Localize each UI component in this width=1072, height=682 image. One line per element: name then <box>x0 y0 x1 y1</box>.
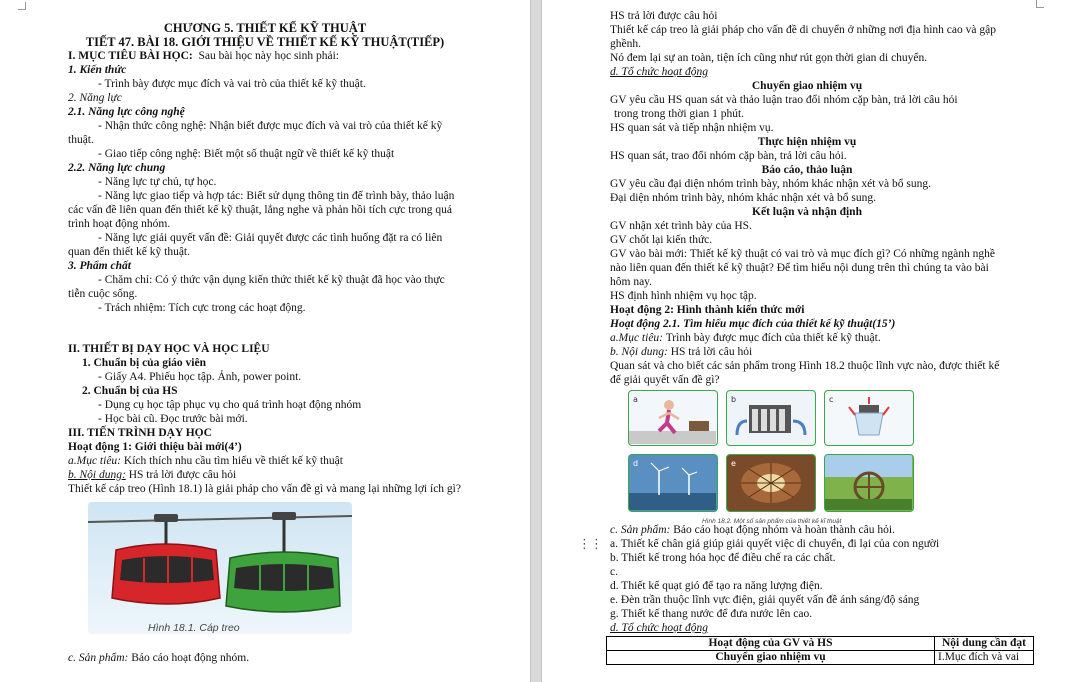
tile-water-wheel <box>824 454 914 512</box>
svg-text:c: c <box>829 395 834 404</box>
process-heading: III. TIẾN TRÌNH DẠY HỌC <box>68 427 212 439</box>
table-header-content: Nội dung cần đạt <box>935 637 1034 651</box>
student-prep-item-1: - Dụng cụ học tập phục vụ cho quá trình hoạt động nhóm <box>98 399 362 411</box>
activity-2-heading: Hoạt động 2: Hình thành kiến thức mới <box>610 304 805 316</box>
cable-car-figure <box>88 502 352 634</box>
activity-2-1-heading: Hoạt động 2.1. Tìm hiểu mục đích của thiết kế kỹ thuật(15’) <box>610 318 896 330</box>
report-line-1: GV yêu cầu đại diện nhóm trình bày, nhóm khác nhận xét và bổ sung. <box>610 178 931 190</box>
tech-competence-b: - Giao tiếp công nghệ: Biết một số thuật ngữ về thiết kế kỹ thuật <box>98 148 395 160</box>
tech-competence-a: - Nhận thức công nghệ: Nhận biết được mục đích và vai trò của thiết kế kỹ <box>98 120 443 132</box>
chapter-title: CHƯƠNG 5. THIẾT KẾ KỸ THUẬT <box>163 21 367 35</box>
activity-2-content: b. Nội dung: HS trả lời câu hỏi <box>610 346 753 358</box>
general-competence-b: - Năng lực giao tiếp và hợp tác: Biết sử dụng thông tin để trình bày, thảo luận <box>98 190 455 202</box>
quality-responsibility: - Trách nhiệm: Tích cực trong các hoạt động. <box>98 302 306 314</box>
activity-1-product: c. Sản phẩm: Báo cáo hoạt động nhóm. <box>68 652 250 664</box>
answer-d: d. Thiết kế quạt gió để tạo ra năng lượng điện. <box>610 580 823 592</box>
figure-18-1-caption: Hình 18.1. Cáp treo <box>148 622 240 634</box>
cable-car-illustration <box>88 502 352 634</box>
activity-1-content: b. Nội dung: HS trả lời được câu hỏi <box>68 469 237 481</box>
answer-g: g. Thiết kế thang nước để đưa nước lên cao. <box>610 608 813 620</box>
document-page-left <box>0 0 530 682</box>
transfer-line-2: trong trong thời gian 1 phút. <box>614 108 745 120</box>
knowledge-heading: 1. Kiến thức <box>68 64 127 76</box>
answer-line-1: HS trả lời được câu hỏi <box>610 10 718 22</box>
competence-heading: 2. Năng lực <box>68 92 122 104</box>
activity-1-heading: Hoạt động 1: Giới thiệu bài mới(4’) <box>68 441 242 453</box>
organize-heading: d. Tổ chức hoạt động <box>610 66 708 78</box>
student-prep-item-2: - Học bài cũ. Đọc trước bài mới. <box>98 413 248 425</box>
svg-text:b: b <box>731 395 737 404</box>
quality-diligence-cont: tiễn cuộc sống. <box>68 288 138 300</box>
activity-2-goal: a.Mục tiêu: Trình bày được mục đích của thiết kế kỹ thuật. <box>610 332 881 344</box>
quality-diligence: - Chăm chỉ: Có ý thức vận dụng kiến thức thiết kế kỹ thuật đã học vào thực <box>98 274 445 286</box>
activity-1-question: Thiết kế cáp treo (Hình 18.1) là giải pháp cho vấn đề gì và mang lại những lợi ích gì? <box>68 483 461 495</box>
activity-2-question-1: Quan sát và cho biết các sản phẩm trong Hình 18.2 thuộc lĩnh vực nào, được thiết kế <box>610 360 1000 372</box>
conclusion-line-4: nào liên quan đến thiết kế kỹ thuật? Để tìm hiểu nội dung trên thì chúng ta vào bài <box>610 262 989 274</box>
drag-handle-icon[interactable]: ⋮⋮ <box>578 537 602 552</box>
answer-b: b. Thiết kế trong hóa học để điều chế ra các chất. <box>610 552 836 564</box>
conclusion-line-6: HS định hình nhiệm vụ học tập. <box>610 290 757 302</box>
qualities-heading: 3. Phẩm chất <box>68 260 131 272</box>
svg-text:d: d <box>633 459 639 468</box>
objectives-heading-line: I. MỤC TIÊU BÀI HỌC: Sau bài học này học sinh phải: <box>68 50 339 62</box>
general-competence-c-cont: quan đến thiết kế kỹ thuật. <box>68 246 190 258</box>
activity-table <box>606 636 1034 665</box>
knowledge-item: - Trình bày được mục đích và vai trò của thiết kế kỹ thuật. <box>98 78 366 90</box>
conclusion-line-5: hôm nay. <box>610 276 653 288</box>
activity-2-question-2: để giải quyết vấn đề gì? <box>610 374 720 386</box>
products-figure-grid <box>628 390 914 512</box>
conclusion-heading: Kết luận và nhận định <box>752 206 862 218</box>
page-gap <box>530 0 542 682</box>
do-task-line: HS quan sát, trao đổi nhóm cặp bàn, trả lời câu hỏi. <box>610 150 847 162</box>
transfer-line-3: HS quan sát và tiếp nhận nhiệm vụ. <box>610 122 774 134</box>
tile-dome-ceiling <box>726 454 816 512</box>
table-header-gv-hs: Hoạt động của GV và HS <box>607 637 935 651</box>
general-competence-c: - Năng lực giải quyết vấn đề: Giải quyết được các tình huống đặt ra có liên <box>98 232 443 244</box>
report-heading: Báo cáo, thảo luận <box>761 164 853 176</box>
tile-ceiling-lamp <box>824 390 914 446</box>
tile-chemistry-apparatus <box>726 390 816 446</box>
transfer-line-1: GV yêu cầu HS quan sát và thảo luận trao đổi nhóm cặp bàn, trả lời câu hỏi <box>610 94 958 106</box>
answer-line-3: ghềnh. <box>610 38 641 50</box>
table-row <box>607 651 1034 665</box>
table-cell-transfer: Chuyển giao nhiệm vụ <box>607 651 935 665</box>
conclusion-line-3: GV vào bài mới: Thiết kế kỹ thuật có vai trò và mục đích gì? Có những ngành nghề <box>610 248 995 260</box>
general-competence-b-cont: các vấn đề liên quan đến thiết kế kỹ thuật, lắng nghe và phản hồi tích cực trong quá <box>68 204 453 216</box>
answer-line-4: Nó đem lại sự an toàn, tiện ích cũng như rút gọn thời gian di chuyển. <box>610 52 928 64</box>
page-corner-mark <box>1036 0 1044 8</box>
conclusion-line-2: GV chốt lại kiến thức. <box>610 234 713 246</box>
table-header-row <box>607 637 1034 651</box>
teacher-prep-heading: 1. Chuẩn bị của giáo viên <box>82 357 206 369</box>
activity-1-goal: a.Mục tiêu: Kích thích nhu cầu tìm hiểu về thiết kế kỹ thuật <box>68 455 343 467</box>
teacher-prep-item: - Giấy A4. Phiếu học tập. Ảnh, power point. <box>98 371 302 383</box>
tile-label: a <box>633 395 638 404</box>
tech-competence-heading: 2.1. Năng lực công nghệ <box>68 106 185 118</box>
answer-a: a. Thiết kế chân giả giúp giải quyết việc di chuyển, đi lại của con người <box>610 538 940 550</box>
figure-18-2-caption: Hình 18.2. Một số sản phẩm của thiết kế kĩ thuật <box>702 518 842 525</box>
organize-heading-2: d. Tổ chức hoạt động <box>610 622 708 634</box>
answer-line-2: Thiết kế cáp treo là giải pháp cho vấn đề di chuyển ở những nơi địa hình cao và gập <box>610 24 996 36</box>
transfer-task-heading: Chuyển giao nhiệm vụ <box>751 80 863 92</box>
tile-prosthetic-leg <box>628 390 718 446</box>
answer-c: c. <box>610 566 618 578</box>
answer-e: e. Đèn trần thuộc lĩnh vực điện, giải quyết vấn đề ánh sáng/độ sáng <box>610 594 920 606</box>
table-cell-purpose: I.Mục đích và vai <box>935 651 1034 665</box>
general-competence-heading: 2.2. Năng lực chung <box>68 162 166 174</box>
svg-text:e: e <box>731 459 736 468</box>
tile-wind-turbines <box>628 454 718 512</box>
equipment-heading: II. THIẾT BỊ DẠY HỌC VÀ HỌC LIỆU <box>68 343 270 355</box>
page-corner-mark <box>18 2 26 10</box>
report-line-2: Đại diện nhóm trình bày, nhóm khác nhận xét và bổ sung. <box>610 192 876 204</box>
tech-competence-a-cont: thuật. <box>68 134 94 146</box>
activity-2-product: c. Sản phẩm: Báo cáo hoạt động nhóm và hoàn thành câu hỏi. <box>610 524 895 536</box>
conclusion-line-1: GV nhận xét trình bày của HS. <box>610 220 752 232</box>
general-competence-b-cont2: trình hoạt động nhóm. <box>68 218 171 230</box>
lesson-title: TIẾT 47. BÀI 18. GIỚI THIỆU VỀ THIẾT KẾ KỸ THUẬT(TIẾP) <box>85 35 445 49</box>
general-competence-a: - Năng lực tự chủ, tự học. <box>98 176 217 188</box>
student-prep-heading: 2. Chuẩn bị của HS <box>82 385 178 397</box>
do-task-heading: Thực hiện nhiệm vụ <box>757 136 857 148</box>
document-page-right <box>542 0 1072 682</box>
